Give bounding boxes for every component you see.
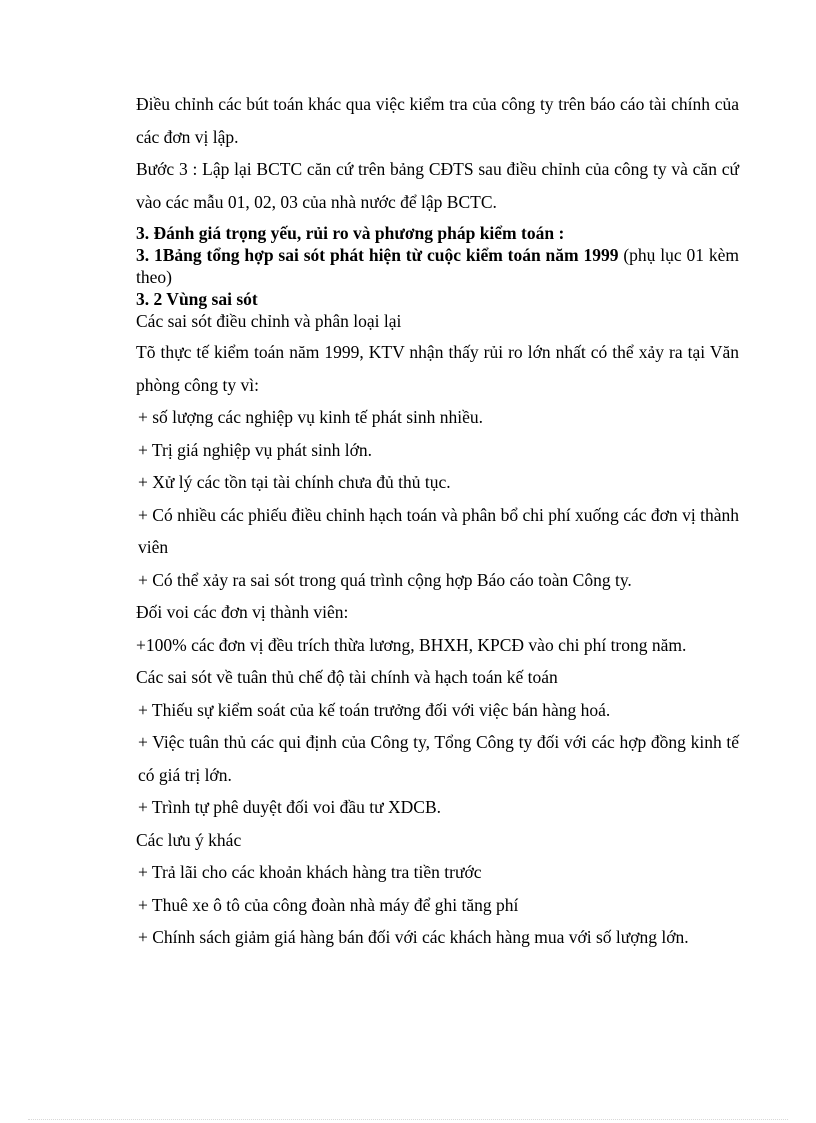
office-bullet: + Có nhiều các phiếu điều chỉnh hạch toán và phân bổ chi phí xuống các đơn vị thành viên bbox=[138, 504, 739, 557]
office-intro: Tõ thực tế kiểm toán năm 1999, KTV nhận thấy rủi ro lớn nhất có thể xảy ra tại Văn phòng công ty vì: bbox=[136, 342, 739, 395]
other-notes-bullet: + Thuê xe ô tô của công đoàn nhà máy để ghi tăng phí bbox=[138, 894, 519, 915]
section-3-1 bbox=[136, 244, 739, 288]
section-3-1-note: (phụ lục 01 kèm theo) bbox=[136, 245, 739, 287]
office-bullet: + Có thể xảy ra sai sót trong quá trình cộng hợp Báo cáo toàn Công ty. bbox=[138, 569, 632, 590]
members-item: +100% các đơn vị đều trích thừa lương, BHXH, KPCĐ vào chi phí trong năm. bbox=[136, 634, 687, 655]
page-bottom-divider bbox=[28, 1119, 788, 1120]
office-bullet: + Xử lý các tồn tại tài chính chưa đủ thủ tục. bbox=[138, 472, 451, 492]
compliance-bullet: + Trình tự phê duyệt đối voi đầu tư XDCB. bbox=[138, 797, 442, 817]
members-intro: Đối voi các đơn vị thành viên: bbox=[136, 602, 349, 622]
compliance-heading: Các sai sót về tuân thủ chế độ tài chính và hạch toán kế toán bbox=[136, 667, 558, 687]
office-bullet: + số lượng các nghiệp vụ kinh tế phát sinh nhiều. bbox=[138, 407, 484, 427]
paragraph-adjustments: Điều chỉnh các bút toán khác qua việc kiểm tra của công ty trên báo cáo tài chính của các đơn vị lập. bbox=[136, 94, 739, 147]
section-3-1-title: 3. 1Bảng tổng hợp sai sót phát hiện từ cuộc kiểm toán năm 1999 bbox=[136, 245, 619, 265]
section-3-2-caption: Các sai sót điều chỉnh và phân loại lại bbox=[136, 311, 402, 331]
office-bullet: + Trị giá nghiệp vụ phát sinh lớn. bbox=[138, 439, 372, 460]
other-notes-bullet: + Chính sách giảm giá hàng bán đối với các khách hàng mua với số lượng lớn. bbox=[138, 927, 689, 947]
compliance-bullet: + Thiếu sự kiểm soát của kế toán trưởng đối với việc bán hàng hoá. bbox=[138, 699, 611, 720]
section-3-heading: 3. Đánh giá trọng yếu, rủi ro và phương pháp kiểm toán : bbox=[136, 223, 565, 243]
paragraph-step-3: Bước 3 : Lập lại BCTC căn cứ trên bảng CĐTS sau điều chỉnh của công ty và căn cứ vào các mẫu 01, 02, 03 của nhà nước để lập BCTC. bbox=[136, 159, 739, 212]
compliance-bullet: + Việc tuân thủ các qui định của Công ty, Tổng Công ty đối với các hợp đồng kinh tế có giá trị lớn. bbox=[138, 732, 739, 785]
other-notes-bullet: + Trả lãi cho các khoản khách hàng tra tiền trước bbox=[138, 862, 482, 882]
section-3-2-heading: 3. 2 Vùng sai sót bbox=[136, 289, 258, 309]
other-notes-heading: Các lưu ý khác bbox=[136, 829, 242, 850]
document-page bbox=[136, 88, 739, 954]
